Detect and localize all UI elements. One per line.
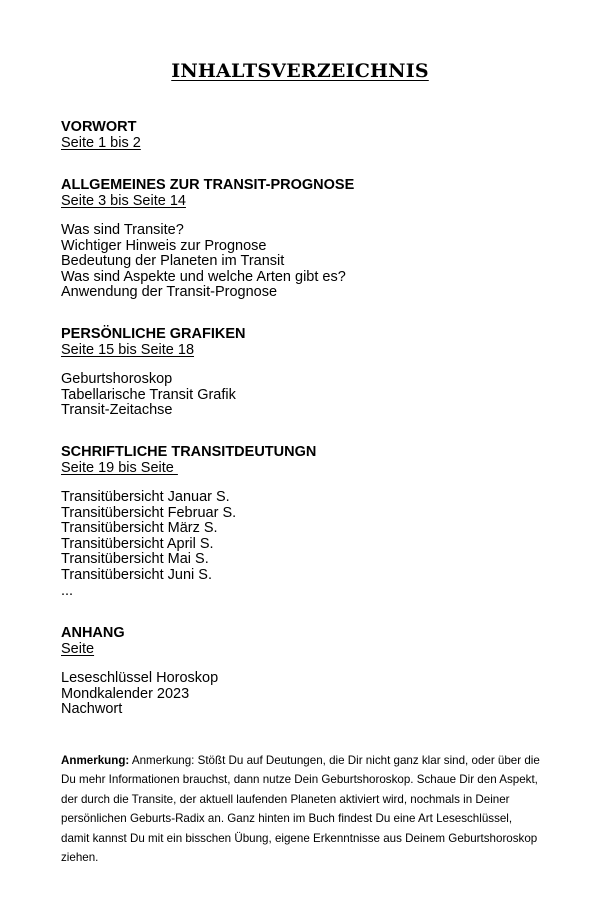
list-item: Transitübersicht April S. bbox=[61, 535, 214, 552]
list-item: Mondkalender 2023 bbox=[61, 685, 190, 702]
list-item: Tabellarische Transit Grafik bbox=[61, 386, 236, 403]
section-vorwort bbox=[61, 119, 561, 151]
list-item: Transitübersicht März S. bbox=[61, 520, 218, 537]
section-grafiken bbox=[61, 326, 561, 419]
list-item: Transitübersicht Januar S. bbox=[61, 489, 230, 505]
page-title: INHALTSVERZEICHNIS bbox=[171, 60, 429, 82]
section-page-range: Seite 19 bis Seite bbox=[61, 460, 178, 476]
list-item: Leseschlüssel Horoskop bbox=[61, 670, 219, 686]
section-page-range: Seite 3 bis Seite 14 bbox=[61, 193, 186, 209]
list-item: Bedeutung der Planeten im Transit bbox=[61, 253, 285, 270]
list-item: Nachwort bbox=[61, 701, 123, 718]
section-item-list bbox=[61, 223, 561, 301]
list-item: Was sind Aspekte und welche Arten gibt es? bbox=[61, 268, 346, 285]
section-page-range: Seite 15 bis Seite 18 bbox=[61, 342, 195, 358]
section-transitdeutung bbox=[61, 444, 561, 599]
section-page-range: Seite bbox=[61, 641, 95, 657]
list-item: Was sind Transite? bbox=[61, 222, 184, 238]
list-item: Transitübersicht Mai S. bbox=[61, 551, 209, 568]
list-item: Transit-Zeitachse bbox=[61, 402, 173, 419]
list-item: Wichtiger Hinweis zur Prognose bbox=[61, 237, 267, 254]
section-page-range: Seite 1 bis 2 bbox=[61, 135, 141, 151]
section-item-list bbox=[61, 372, 561, 419]
section-heading: ANHANG bbox=[61, 625, 125, 641]
section-heading: PERSÖNLICHE GRAFIKEN bbox=[61, 326, 246, 342]
note-text: Anmerkung: Stößt Du auf Deutungen, die Dir nicht ganz klar sind, oder über die Du mehr Informationen brauchst, dann nutze Dein Geburtshoroskop. Schaue Dir den Aspekt, der durch die Transite, der aktuell laufenden Planeten aktiviert wird, nochmals in Deiner persönlichen Geburts-Radix an. Ganz hinten im Buch findest Du eine Art Leseschlüssel, damit kannst Du mit ein bisschen Übung, eigene Erkenntnisse aus Deinem Geburtshoroskop ziehen. bbox=[61, 754, 540, 865]
annotation-note bbox=[61, 751, 541, 867]
section-heading: VORWORT bbox=[61, 119, 137, 135]
section-item-list bbox=[61, 490, 561, 599]
list-item: Anwendung der Transit-Prognose bbox=[61, 284, 278, 301]
section-heading: ALLGEMEINES ZUR TRANSIT-PROGNOSE bbox=[61, 177, 355, 193]
list-item: Geburtshoroskop bbox=[61, 371, 173, 387]
list-item: ... bbox=[61, 582, 74, 599]
section-allgemeines bbox=[61, 177, 561, 301]
note-label: Anmerkung: bbox=[61, 754, 130, 767]
section-anhang bbox=[61, 625, 561, 718]
section-item-list bbox=[61, 671, 561, 718]
list-item: Transitübersicht Februar S. bbox=[61, 504, 237, 521]
section-heading: SCHRIFTLICHE TRANSITDEUTUNGN bbox=[61, 444, 317, 460]
list-item: Transitübersicht Juni S. bbox=[61, 566, 212, 583]
